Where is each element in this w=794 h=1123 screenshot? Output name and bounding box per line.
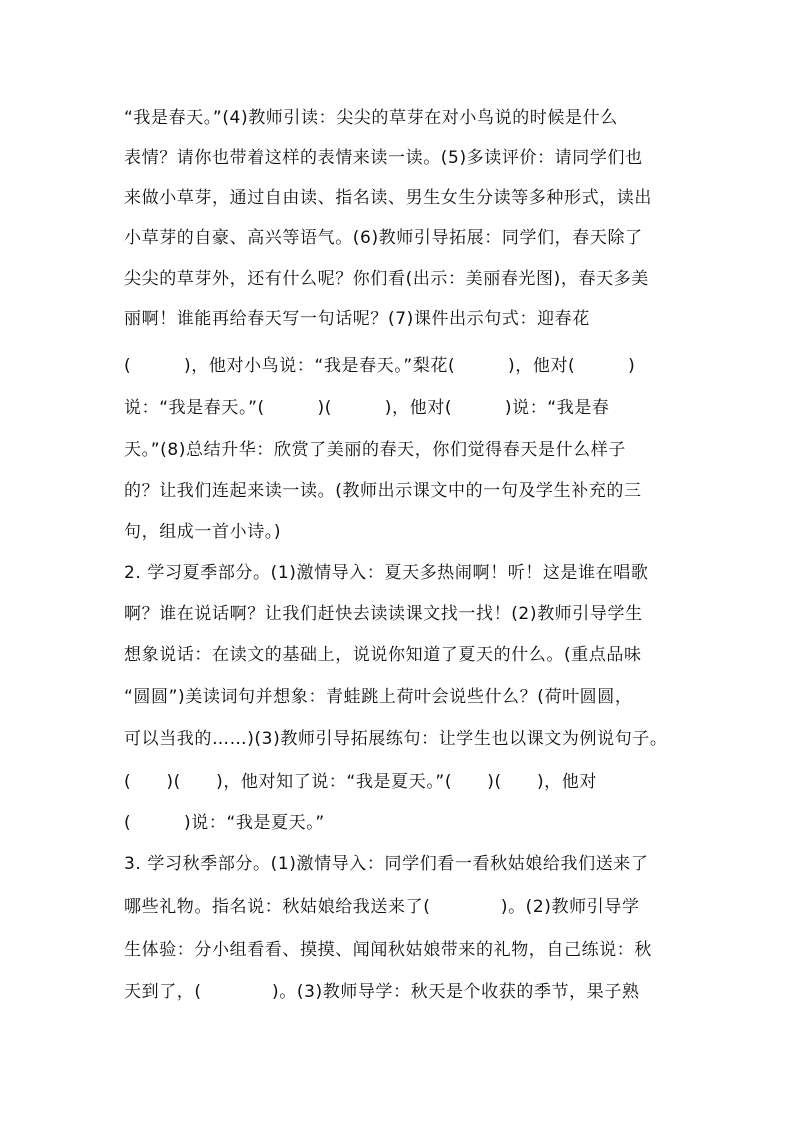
text-line: 句，组成一首小诗。) xyxy=(124,522,282,542)
text-line: 说：“我是春天。”( )( )，他对( )说：“我是春 xyxy=(124,398,610,418)
text-line: ( )，他对小鸟说：“我是春天。”梨花( )，他对( ) xyxy=(124,356,636,376)
text-line: “圆圆”)美读词句并想象：青蛙跳上荷叶会说些什么？(荷叶圆圆， xyxy=(124,687,633,707)
text-line: 来做小草芽，通过自由读、指名读、男生女生分读等多种形式，读出 xyxy=(124,188,652,208)
text-line: 天。”(8)总结升华：欣赏了美丽的春天，你们觉得春天是什么样子 xyxy=(124,440,626,460)
text-line: 的？让我们连起来读一读。(教师出示课文中的一句及学生补充的三 xyxy=(124,481,642,501)
text-line: 生体验：分小组看看、摸摸、闻闻秋姑娘带来的礼物，自己练说：秋 xyxy=(124,940,652,960)
text-line: 想象说话：在读文的基础上，说说你知道了夏天的什么。(重点品味 xyxy=(124,645,642,665)
text-line: 2. 学习夏季部分。(1)激情导入：夏天多热闹啊！听！这是谁在唱歌 xyxy=(124,563,649,583)
text-line: 尖尖的草芽外，还有什么呢？你们看(出示：美丽春光图)，春天多美 xyxy=(124,269,649,289)
text-line: 天到了，( )。(3)教师导学：秋天是个收获的季节，果子熟 xyxy=(124,982,640,1002)
text-line: 3. 学习秋季部分。(1)激情导入：同学们看一看秋姑娘给我们送来了 xyxy=(124,854,649,874)
text-line: 小草芽的自豪、高兴等语气。(6)教师引导拓展：同学们，春天除了 xyxy=(124,228,643,248)
text-line: 可以当我的……)(3)教师引导拓展练句：让学生也以课文为例说句子。 xyxy=(124,729,668,749)
text-line: 丽啊！谁能再给春天写一句话呢？(7)课件出示句式：迎春花 xyxy=(124,309,590,329)
text-line: ( )说：“我是夏天。” xyxy=(124,813,325,833)
text-line: “我是春天。”(4)教师引读：尖尖的草芽在对小鸟说的时候是什么 xyxy=(124,108,618,128)
text-line: 表情？请你也带着这样的表情来读一读。(5)多读评价：请同学们也 xyxy=(124,148,643,168)
text-line: ( )( )，他对知了说：“我是夏天。”( )( )，他对 xyxy=(124,772,597,792)
text-line: 啊？谁在说话啊？让我们赶快去读读课文找一找！(2)教师引导学生 xyxy=(124,604,643,624)
text-line: 哪些礼物。指名说：秋姑娘给我送来了( )。(2)教师引导学 xyxy=(124,897,640,917)
